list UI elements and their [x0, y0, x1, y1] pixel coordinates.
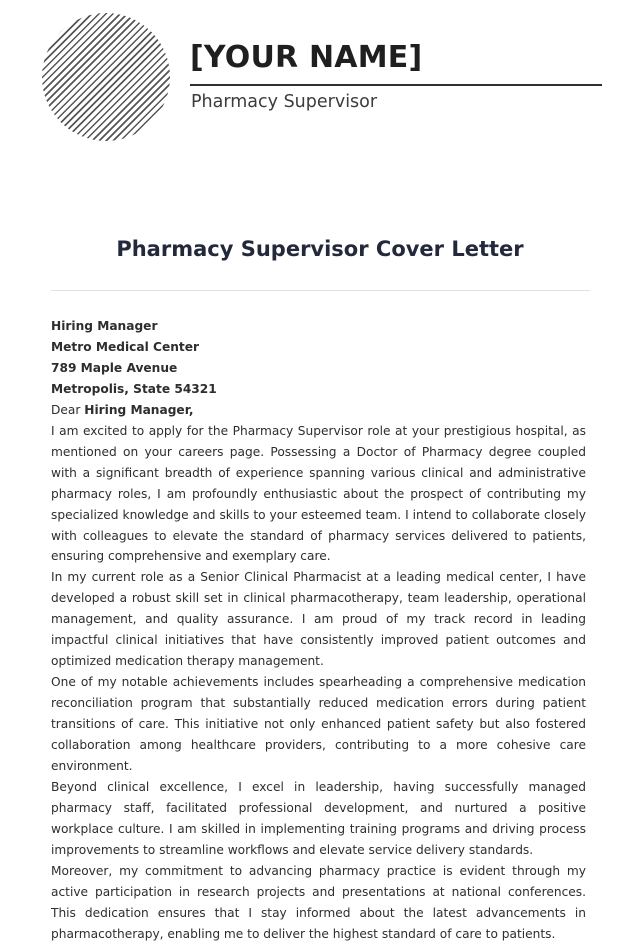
paragraph-current-role: In my current role as a Senior Clinical Pharmacist at a leading medical center, I have developed a robust skill set in clinical pharmacotherapy, team leadership, operational management, and quality assurance. I am proud of my track record in leading impactful clinical initiatives that have consistently improved patient outcomes and optimized medication therapy management. [51, 570, 586, 669]
recipient-organization: Metro Medical Center [51, 339, 199, 354]
salutation [51, 400, 586, 421]
letter-body [51, 316, 586, 945]
paragraph-achievements: One of my notable achievements includes spearheading a comprehensive medication reconciliation program that substantially reduced medication errors during patient transitions of care. This initiative not only enhanced patient safety but also fostered collaboration among healthcare providers, contributing to a more cohesive care environment. [51, 675, 586, 774]
header-divider [190, 84, 602, 86]
document-title: Pharmacy Supervisor Cover Letter [116, 237, 524, 261]
hatched-circle-graphic [42, 13, 170, 141]
paragraph-intro: I am excited to apply for the Pharmacy Supervisor role at your prestigious hospital, as mentioned on your careers page. Possessing a Doctor of Pharmacy degree coupled with a significant breadth of experience spanning various clinical and administrative pharmacy roles, I am profoundly enthusiastic about the prospect of contributing my specialized knowledge and skills to your esteemed team. I intend to collaborate closely with colleagues to elevate the standard of pharmacy services delivered to patients, ensuring comprehensive and exemplary care. [51, 423, 586, 564]
recipient-city: Metropolis, State 54321 [51, 381, 217, 396]
applicant-name: [YOUR NAME] [190, 40, 423, 75]
title-divider [51, 290, 590, 291]
paragraph-leadership: Beyond clinical excellence, I excel in leadership, having successfully managed pharmacy staff, facilitated professional development, and nurtured a positive workplace culture. I am skilled in implementing training programs and driving process improvements to streamline workflows and elevate service delivery standards. [51, 779, 586, 857]
salutation-prefix: Dear [51, 402, 81, 417]
recipient-street: 789 Maple Avenue [51, 360, 178, 375]
applicant-role: Pharmacy Supervisor [191, 92, 378, 112]
salutation-name: Hiring Manager, [84, 402, 194, 417]
recipient-name: Hiring Manager [51, 319, 158, 333]
paragraph-research: Moreover, my commitment to advancing pharmacy practice is evident through my active participation in research projects and presentations at national conferences. This dedication ensures that I stay informed about the latest advancements in pharmacotherapy, enabling me to deliver the highest standard of care to patients. [51, 863, 586, 941]
